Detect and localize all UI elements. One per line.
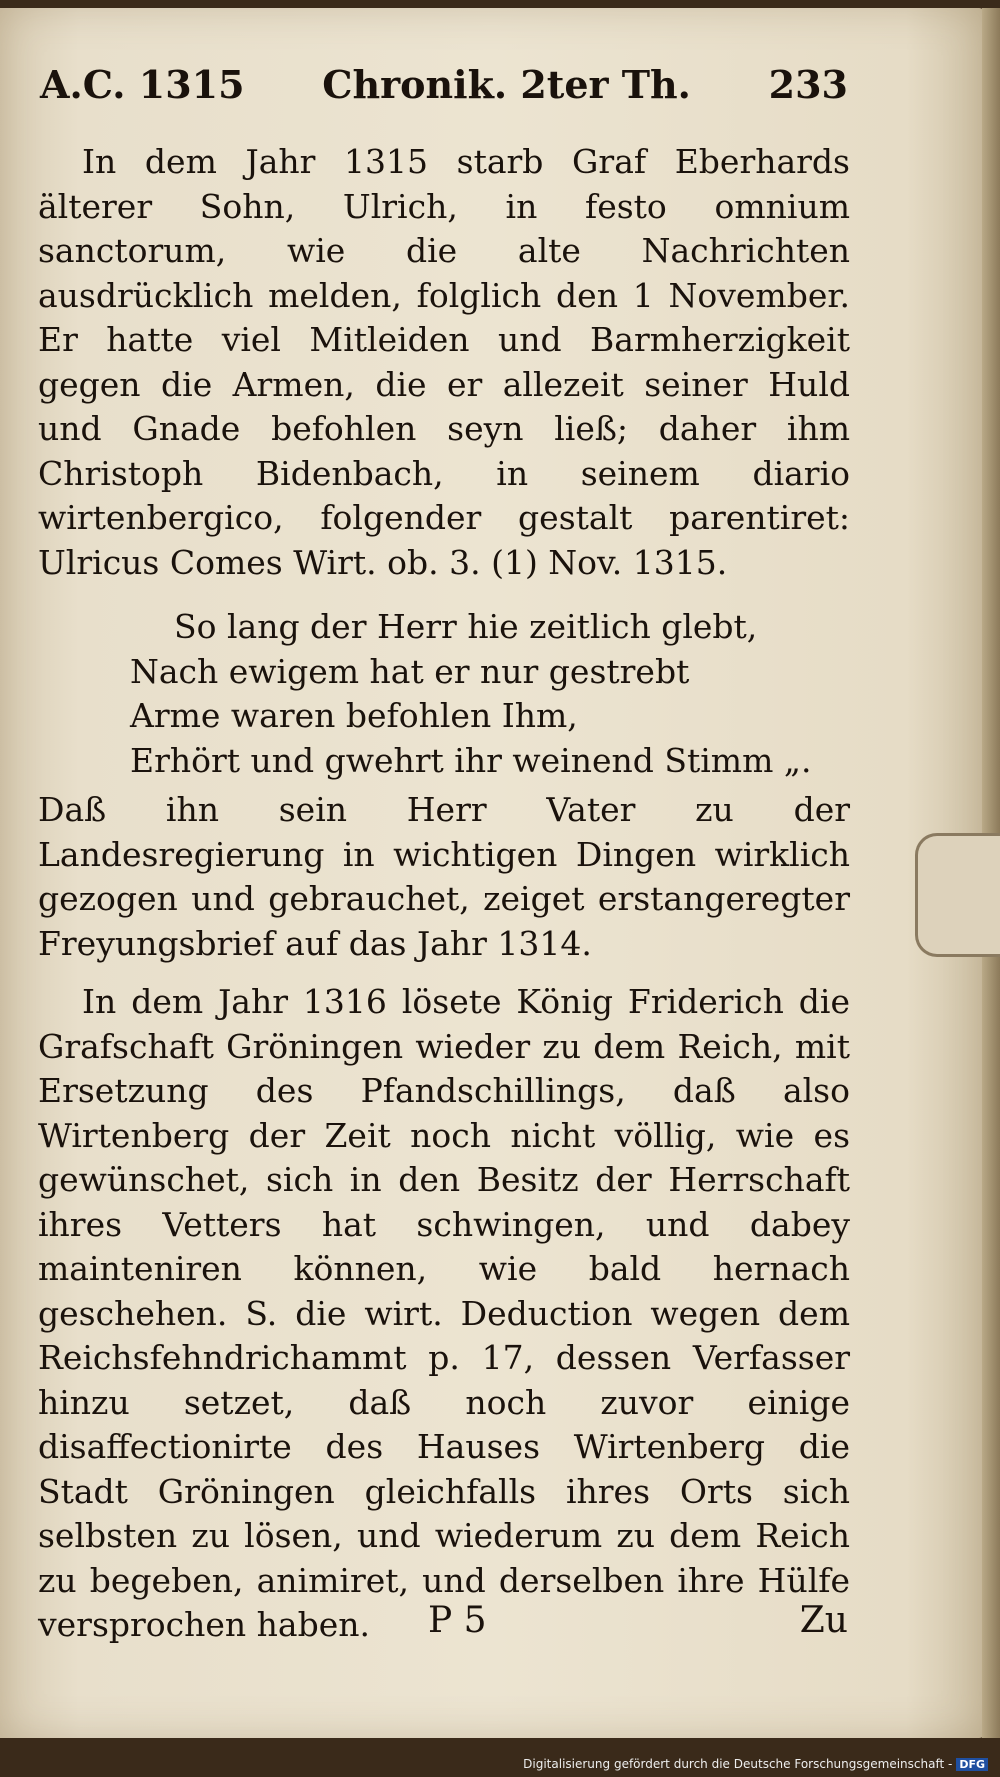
running-header: [40, 62, 848, 118]
header-year: A.C. 1315: [40, 62, 245, 107]
verse-line: So lang der Herr hie zeitlich glebt,: [174, 607, 758, 646]
page-number: 233: [768, 62, 848, 107]
page-tab-marker: [915, 833, 1000, 957]
digitization-credit: [523, 1757, 988, 1771]
verse-line: Arme waren befohlen Ihm,: [130, 696, 578, 735]
paragraph-2: Daß ihn sein Herr Vater zu der Landesregierung in wichtigen Dingen wirklich gezogen und gebrauchet, zeiget erstangeregter Freyungsbrief auf das Jahr 1314.: [38, 790, 850, 963]
signature-mark: P 5: [428, 1600, 487, 1641]
verse-block: [130, 605, 850, 783]
verse-line: Nach ewigem hat er nur gestrebt: [130, 651, 690, 691]
paragraph-3: In dem Jahr 1316 lösete König Friderich die Grafschaft Gröningen wieder zu dem Reich, mit Ersetzung des Pfandschillings, daß also Wirtenberg der Zeit noch nicht völlig, wie es gewünschet, sich in den Besitz der Herrschaft ihres Vetters hat schwingen, und dabey mainteniren können, wie bald hernach geschehen. S. die wirt. Deduction wegen dem Reichsfehndrichammt p. 17, dessen Verfasser hinzu setzet, daß noch zuvor einige disaffectionirte des Hauses Wirtenberg die Stadt Gröningen gleichfalls ihres Orts sich selbsten zu lösen, und wiederum zu dem Reich zu begeben, animiret, und derselben ihre Hülfe versprochen haben.: [38, 982, 850, 1644]
page-footer: [40, 1600, 848, 1650]
header-title: Chronik. 2ter Th.: [322, 62, 691, 107]
dfg-logo: DFG: [956, 1758, 988, 1771]
verse-line: Erhört und gwehrt ihr weinend Stimm „.: [130, 740, 812, 780]
paragraph-1: In dem Jahr 1315 starb Graf Eberhards älterer Sohn, Ulrich, in festo omnium sanctorum, wie die alte Nachrichten ausdrücklich melden, folglich den 1 November. Er hatte viel Mitleiden und Barmherzigkeit gegen die Armen, die er allezeit seiner Huld und Gnade befohlen seyn ließ; daher ihm Christoph Bidenbach, in seinem diario wirtenbergico, folgender gestalt parentiret: Ulricus Comes Wirt. ob. 3. (1) Nov. 1315.: [38, 142, 850, 582]
catchword: Zu: [799, 1600, 848, 1641]
credit-text: Digitalisierung gefördert durch die Deutsche Forschungsgemeinschaft -: [523, 1757, 953, 1771]
